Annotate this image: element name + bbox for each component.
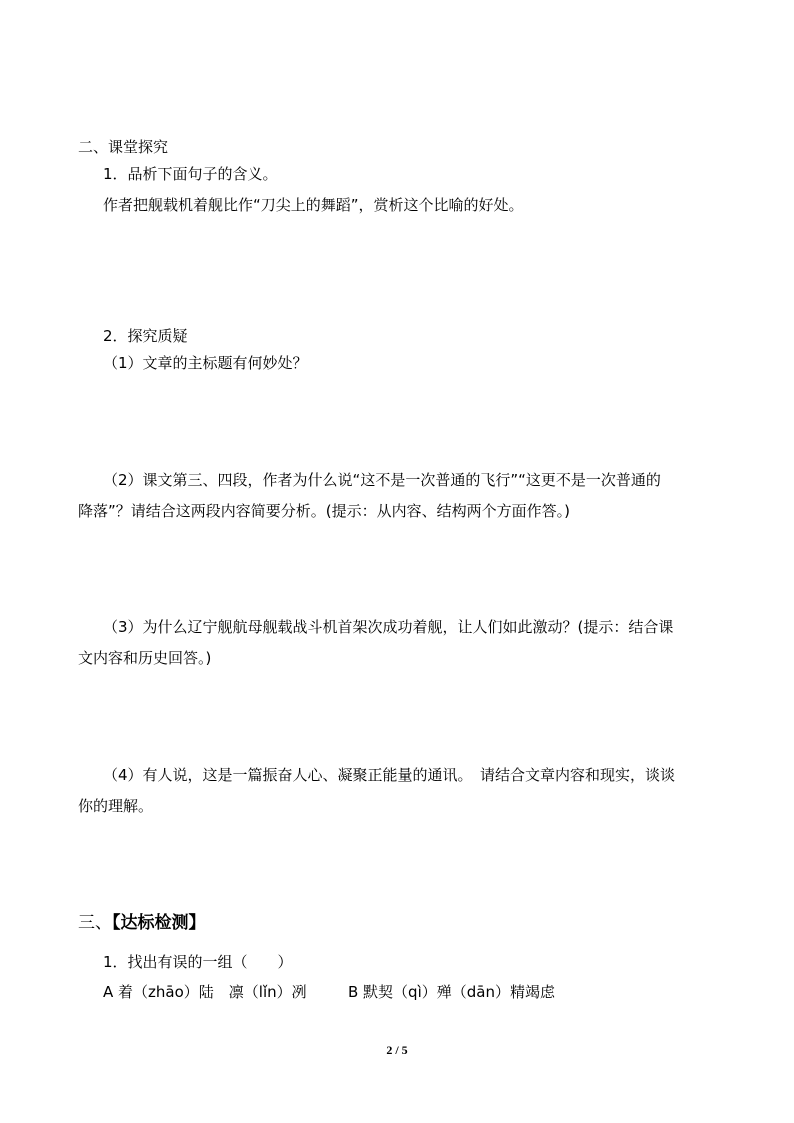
test-question-1-title: 1．找出有误的一组（ ）: [103, 953, 293, 971]
question-2-sub-2-line-2: 降落”？请结合这两段内容简要分析。(提示：从内容、结构两个方面作答。): [78, 502, 570, 520]
page-number: 2 / 5: [386, 1043, 408, 1057]
question-2-sub-1: （1）文章的主标题有何妙处？: [103, 354, 308, 372]
question-2-sub-4-line-1: （4）有人说，这是一篇振奋人心、凝聚正能量的通讯。 请结合文章内容和现实，谈谈: [103, 766, 676, 784]
question-2-title: 2．探究质疑: [103, 327, 188, 345]
section-heading-classroom-inquiry: 二、课堂探究: [78, 138, 169, 156]
question-1-text: 作者把舰载机着舰比作“刀尖上的舞蹈”，赏析这个比喻的好处。: [103, 196, 524, 214]
test-question-1-option-a: A 着（zhāo）陆 凛（lǐn）冽: [103, 983, 307, 1001]
section-title: 【达标检测】: [112, 913, 206, 933]
test-question-1-option-b: B 默契（qì）殚（dān）精竭虑: [348, 983, 555, 1001]
section-number: 三、: [78, 913, 112, 933]
question-2-sub-2-line-1: （2）课文第三、四段，作者为什么说“这不是一次普通的飞行”“这更不是一次普通的: [103, 471, 661, 489]
question-2-sub-3-line-2: 文内容和历史回答。): [78, 649, 212, 667]
question-2-sub-3-line-1: （3）为什么辽宁舰航母舰载战斗机首架次成功着舰，让人们如此激动？(提示：结合课: [103, 618, 674, 636]
question-1-title: 1．品析下面句子的含义。: [103, 165, 278, 183]
section-heading-standard-test: [78, 913, 206, 933]
question-2-sub-4-line-2: 你的理解。: [78, 797, 154, 815]
